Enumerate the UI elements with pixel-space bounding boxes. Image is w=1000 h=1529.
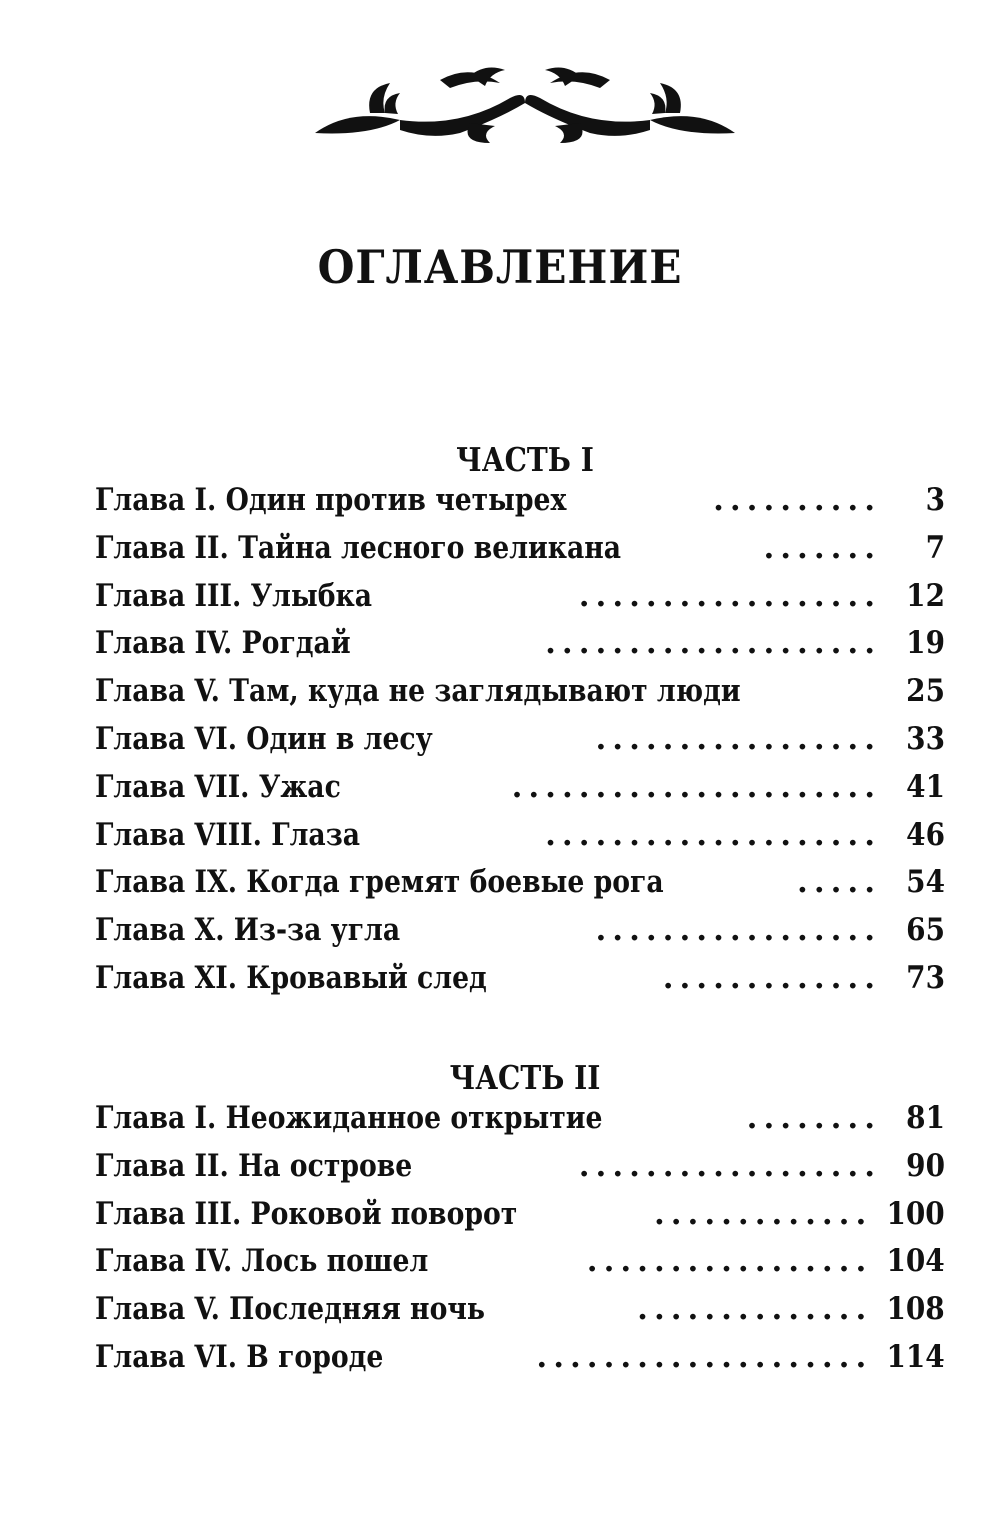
page-title: ОГЛАВЛЕНИЕ bbox=[317, 240, 683, 294]
dot-leader: .................... bbox=[545, 625, 881, 662]
page-number: 3 bbox=[925, 482, 945, 518]
toc-entry[interactable] bbox=[95, 769, 945, 817]
dot-leader: ................. bbox=[595, 912, 881, 949]
dot-leader: .................... bbox=[545, 816, 881, 853]
toc-entry[interactable] bbox=[95, 530, 945, 578]
chapter-title: Глава VI. В городе bbox=[95, 1338, 384, 1375]
chapter-title: Глава I. Один против четырех bbox=[95, 482, 567, 518]
floral-ornament-icon bbox=[310, 58, 740, 148]
dot-leader: .............. bbox=[637, 1291, 873, 1328]
dot-leader: ....... bbox=[763, 529, 881, 566]
chapter-title: Глава XI. Кровавый след bbox=[95, 959, 487, 996]
toc-entry[interactable] bbox=[95, 1243, 945, 1291]
part-heading-2: ЧАСТЬ II bbox=[449, 1058, 601, 1097]
dot-leader: ...................... bbox=[511, 768, 881, 805]
toc-entry[interactable] bbox=[95, 721, 945, 769]
toc-entry[interactable] bbox=[95, 482, 945, 530]
page-number: 81 bbox=[906, 1100, 945, 1136]
toc-list-part-1 bbox=[95, 482, 945, 1008]
toc-entry[interactable] bbox=[95, 1100, 945, 1148]
page-number: 73 bbox=[906, 959, 945, 996]
dot-leader: ............. bbox=[653, 1195, 873, 1232]
dot-leader: ........ bbox=[746, 1100, 881, 1136]
page-number: 33 bbox=[906, 720, 945, 757]
chapter-title: Глава IX. Когда гремят боевые рога bbox=[95, 864, 664, 901]
chapter-title: Глава IV. Лось пошел bbox=[95, 1243, 429, 1280]
toc-list-part-2 bbox=[95, 1100, 945, 1387]
dot-leader: .................. bbox=[578, 1147, 881, 1184]
page-number: 41 bbox=[906, 768, 945, 805]
chapter-title: Глава VI. Один в лесу bbox=[95, 720, 433, 757]
page-number: 90 bbox=[906, 1147, 945, 1184]
chapter-title: Глава VII. Ужас bbox=[95, 768, 341, 805]
page-number: 108 bbox=[886, 1291, 945, 1328]
page-number: 12 bbox=[906, 577, 945, 614]
page-number: 54 bbox=[906, 864, 945, 901]
toc-entry[interactable] bbox=[95, 1291, 945, 1339]
toc-entry[interactable] bbox=[95, 817, 945, 865]
chapter-title: Глава X. Из-за угла bbox=[95, 912, 401, 949]
toc-entry[interactable] bbox=[95, 912, 945, 960]
page-number: 114 bbox=[886, 1338, 945, 1375]
toc-entry[interactable] bbox=[95, 1148, 945, 1196]
chapter-title: Глава I. Неожиданное открытие bbox=[95, 1100, 603, 1136]
chapter-title: Глава IV. Рогдай bbox=[95, 625, 351, 662]
toc-entry[interactable] bbox=[95, 864, 945, 912]
dot-leader: ................. bbox=[586, 1243, 873, 1280]
page-number: 104 bbox=[886, 1243, 945, 1280]
dot-leader: ..... bbox=[797, 864, 881, 901]
chapter-title: Глава III. Улыбка bbox=[95, 577, 373, 614]
page-number: 7 bbox=[925, 529, 945, 566]
chapter-title: Глава V. Последняя ночь bbox=[95, 1291, 485, 1328]
chapter-title: Глава V. Там, куда не заглядывают люди bbox=[95, 673, 741, 710]
dot-leader: ................. bbox=[595, 720, 881, 757]
page-number: 100 bbox=[886, 1195, 945, 1232]
toc-entry[interactable] bbox=[95, 625, 945, 673]
dot-leader: .................. bbox=[578, 577, 881, 614]
dot-leader: ............. bbox=[662, 959, 881, 996]
page-number: 19 bbox=[906, 625, 945, 662]
toc-entry[interactable] bbox=[95, 578, 945, 626]
page-number: 25 bbox=[906, 673, 945, 710]
toc-entry[interactable] bbox=[95, 960, 945, 1008]
dot-leader: .......... bbox=[713, 482, 881, 518]
chapter-title: Глава II. На острове bbox=[95, 1147, 413, 1184]
page-number: 46 bbox=[906, 816, 945, 853]
page-number: 65 bbox=[906, 912, 945, 949]
dot-leader: .................... bbox=[536, 1338, 873, 1375]
toc-entry[interactable] bbox=[95, 1339, 945, 1387]
chapter-title: Глава VIII. Глаза bbox=[95, 816, 360, 853]
toc-entry[interactable] bbox=[95, 1196, 945, 1244]
toc-entry[interactable] bbox=[95, 673, 945, 721]
chapter-title: Глава III. Роковой поворот bbox=[95, 1195, 518, 1232]
chapter-title: Глава II. Тайна лесного великана bbox=[95, 529, 622, 566]
part-heading-1: ЧАСТЬ I bbox=[456, 440, 594, 479]
